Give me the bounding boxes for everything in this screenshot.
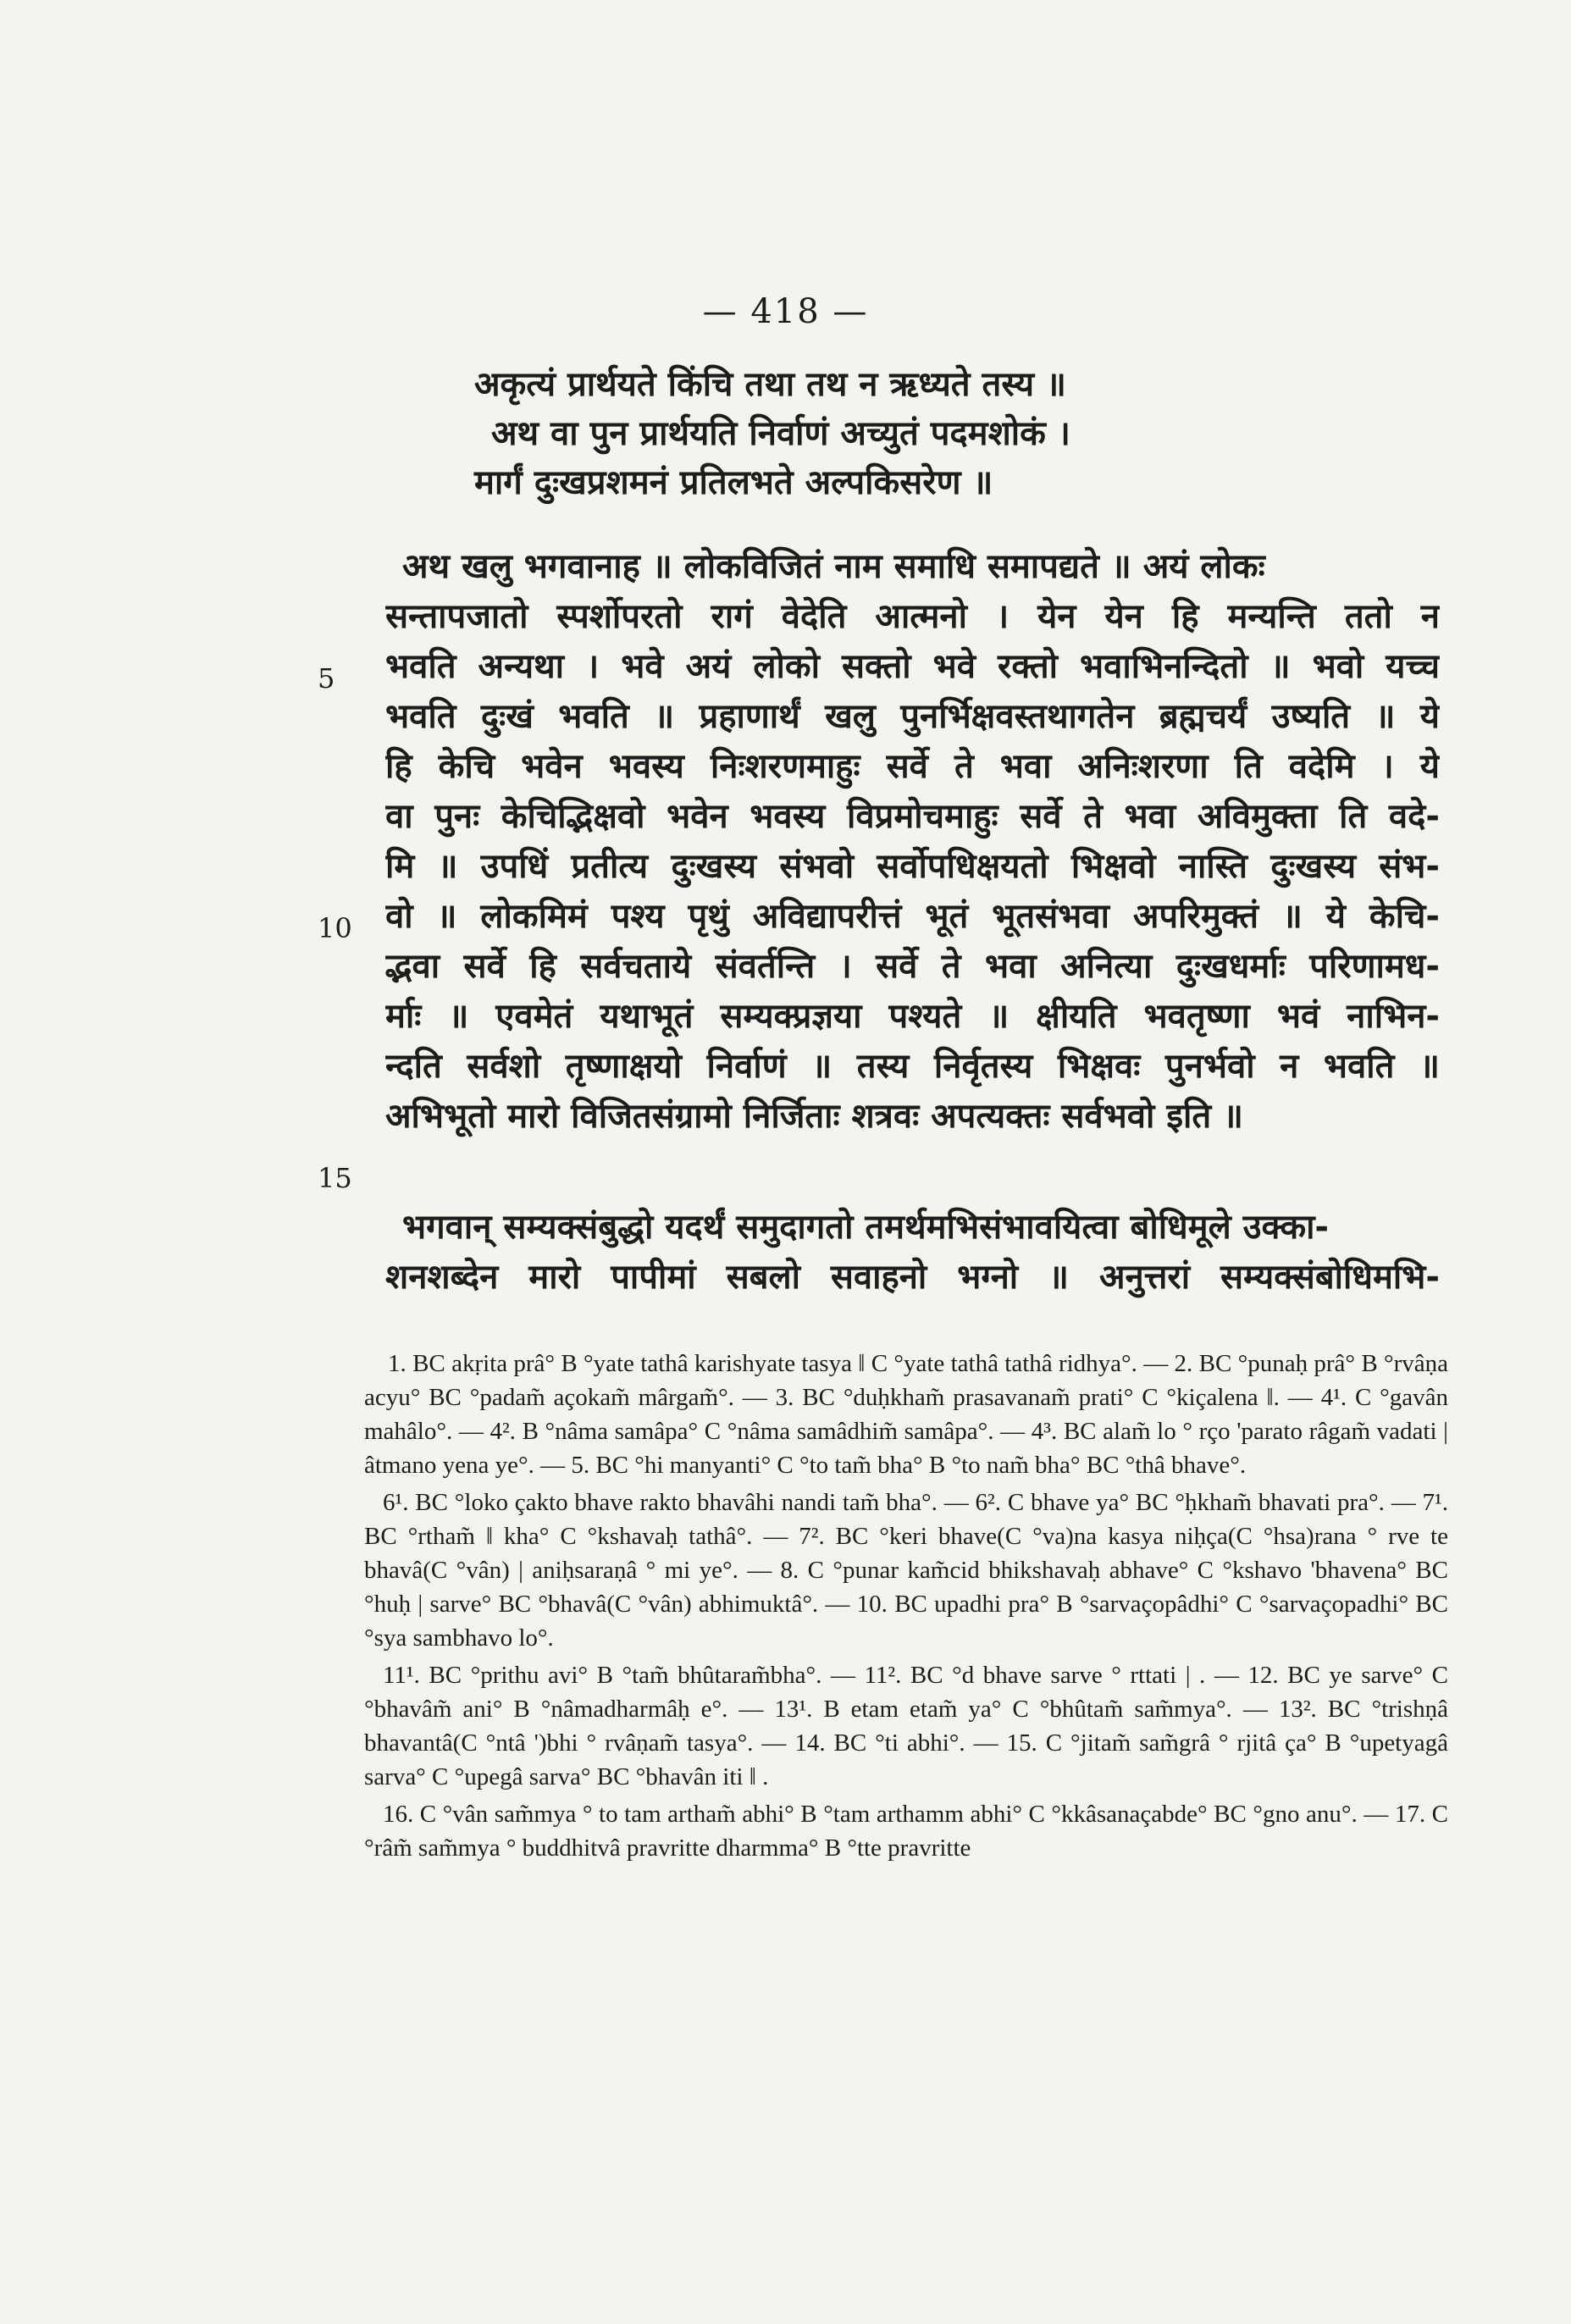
footnote-paragraph: 1. BC akṛita prâ° B °yate tathâ karishyate tasya ‖ C °yate tathâ tathâ ridhya°. — 2. BC °punaḥ prâ° B °rvâṇa acyu° BC °padam̃ açokam̃ mârgam̃°. — 3. BC °duḥkham̃ prasavanam̃ prati° C °kiçalena ‖. — 4¹. C °gavân mahâlo°. — 4². B °nâma samâpa° C °nâma samâdhim̃ samâpa°. — 4³. BC alam̃ lo ° rço 'parato râgam̃ vadati | âtmano yena ye°. — 5. BC °hi manyanti° C °to tam̃ bha° B °to nam̃ bha° BC °thâ bhave°. bbox=[364, 1350, 1448, 1479]
prose-block-continued bbox=[385, 1203, 1440, 1303]
verse-line: अकृत्यं प्रार्थयते किंचि तथा तथ न ऋध्यते तस्य ॥ bbox=[474, 365, 1066, 404]
prose-line: सन्तापजातो स्पर्शोपरतो रागं वेदेति आत्मनो । येन येन हि मन्यन्ति ततो न bbox=[385, 597, 1440, 636]
prose-line: शनशब्देन मारो पापीमां सबलो सवाहनो भग्नो ॥ अनुत्तरां सम्यक्संबोधिमभि- bbox=[385, 1258, 1440, 1297]
verse-line: अथ वा पुन प्रार्थयति निर्वाणं अच्युतं पदमशोकं । bbox=[491, 414, 1070, 453]
line-number: 5 bbox=[318, 662, 335, 694]
footnote-paragraph: 16. C °vân sam̃mya ° to tam artham̃ abhi° B °tam arthamm abhi° C °kkâsanaçabde° BC °gno anu°. — 17. C °râm̃ sam̃mya ° buddhitvâ pravritte dharmma° B °tte pravritte bbox=[364, 1801, 1448, 1862]
prose-line: हि केचि भवेन भवस्य निःशरणमाहुः सर्वे ते भवा अनिःशरणा ति वदेमि । ये bbox=[385, 747, 1440, 786]
prose-line: अभिभूतो मारो विजितसंग्रामो निर्जिताः शत्रवः अपत्यक्तः सर्वभवो इति ॥ bbox=[385, 1097, 1244, 1136]
footnotes bbox=[364, 1347, 1448, 1868]
prose-line: भवति अन्यथा । भवे अयं लोको सक्तो भवे रक्तो भवाभिनन्दितो ॥ भवो यच्च bbox=[385, 647, 1440, 686]
prose-line: वो ॥ लोकमिमं पश्य पृथुं अविद्यापरीत्तं भूतं भूतसंभवा अपरिमुक्तं ॥ ये केचि- bbox=[385, 897, 1440, 936]
footnote-paragraph: 11¹. BC °prithu avi° B °tam̃ bhûtaram̃bha°. — 11². BC °d bhave sarve ° rttati | . — 12. BC ye sarve° C °bhavâm̃ ani° B °nâmadharmâḥ e°. — 13¹. B etam etam̃ ya° C °bhûtam̃ sam̃mya°. — 13². BC °trishṇâ bhavantâ(C °ntâ ')bhi ° rvâṇam̃ tasya°. — 14. BC °ti abhi°. — 15. C °jitam̃ sam̃grâ ° rjitâ ça° B °upetyagâ sarva° C °upegâ sarva° BC °bhavân iti ‖ . bbox=[364, 1662, 1448, 1790]
prose-line: न्दति सर्वशो तृष्णाक्षयो निर्वाणं ॥ तस्य निर्वृतस्य भिक्षवः पुनर्भवो न भवति ॥ bbox=[385, 1047, 1440, 1086]
page-number: — 418 — bbox=[702, 292, 869, 331]
prose-line: अथ खलु भगवानाह ॥ लोकविजितं नाम समाधि समापद्यते ॥ अयं लोकः bbox=[402, 547, 1265, 586]
prose-line: भगवान् सम्यक्संबुद्धो यदर्थं समुदागतो तमर्थमभिसंभावयित्वा बोधिमूले उक्का- bbox=[402, 1208, 1330, 1247]
prose-line: भवति दुःखं भवति ॥ प्रहाणार्थं खलु पुनर्भिक्षवस्तथागतेन ब्रह्मचर्यं उष्यति ॥ ये bbox=[385, 697, 1440, 736]
prose-block bbox=[385, 542, 1440, 1142]
prose-line: द्भवा सर्वे हि सर्वचताये संवर्तन्ति । सर्वे ते भवा अनित्या दुःखधर्माः परिणामध- bbox=[385, 947, 1440, 986]
line-number: 15 bbox=[318, 1162, 352, 1194]
line-number: 10 bbox=[318, 912, 352, 944]
verse-block bbox=[474, 360, 1406, 507]
verse-line: मार्गं दुःखप्रशमनं प्रतिलभते अल्पकिसरेण ॥ bbox=[474, 463, 993, 502]
footnote-paragraph: 6¹. BC °loko çakto bhave rakto bhavâhi nandi tam̃ bha°. — 6². C bhave ya° BC °ḥkham̃ bhavati pra°. — 7¹. BC °rtham̃ ‖ kha° C °kshavaḥ tathâ°. — 7². BC °keri bhave(C °va)na kasya niḥça(C °hsa)rana ° rve te bhavâ(C °vân) | aniḥsaraṇâ ° mi ye°. — 8. C °punar kam̃cid bhikshavaḥ abhave° C °kshavo 'bhavena° BC °huḥ | sarve° BC °bhavâ(C °vân) abhimuktâ°. — 10. BC upadhi pra° B °sarvaçopâdhi° C °sarvaçopadhi° BC °sya sambhavo lo°. bbox=[364, 1489, 1448, 1652]
prose-line: मि ॥ उपधिं प्रतीत्य दुःखस्य संभवो सर्वोपधिक्षयतो भिक्षवो नास्ति दुःखस्य संभ- bbox=[385, 847, 1440, 886]
prose-line: वा पुनः केचिद्भिक्षवो भवेन भवस्य विप्रमोचमाहुः सर्वे ते भवा अविमुक्ता ति वदे- bbox=[385, 797, 1440, 836]
prose-line: र्माः ॥ एवमेतं यथाभूतं सम्यक्प्रज्ञया पश्यते ॥ क्षीयति भवतृष्णा भवं नाभिन- bbox=[385, 997, 1440, 1036]
